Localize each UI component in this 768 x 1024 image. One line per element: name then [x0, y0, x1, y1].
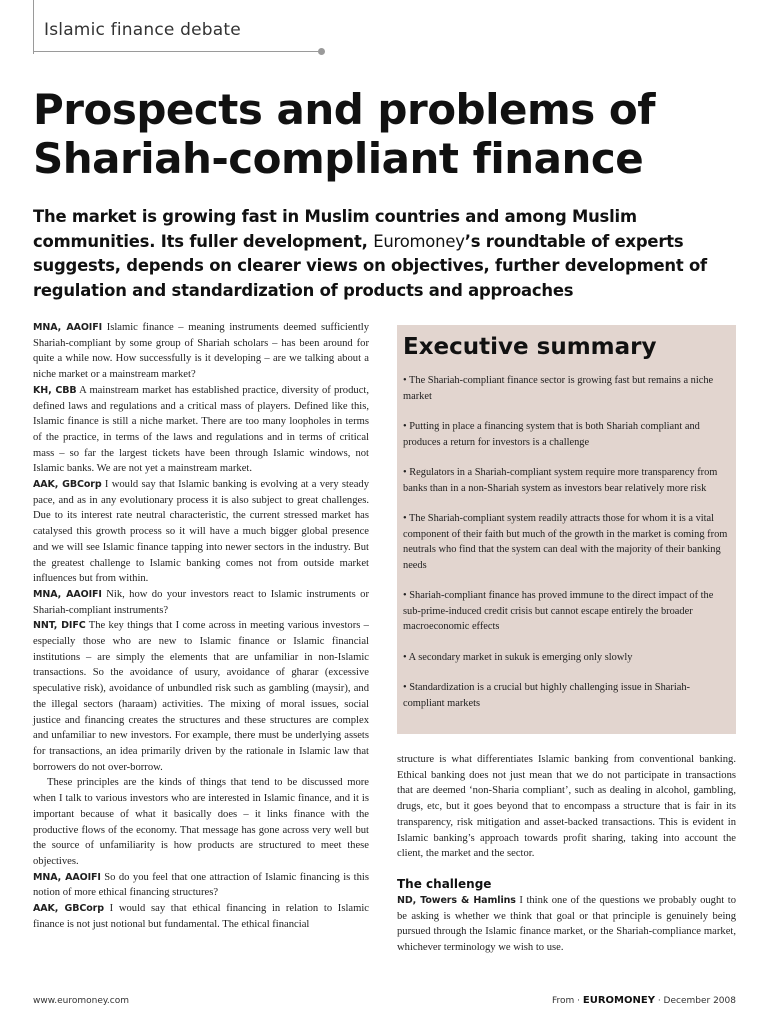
summary-item: • A secondary market in sukuk is emerging only slowly: [403, 651, 633, 663]
summary-item: • Standardization is a crucial but highly challenging issue in Shariah-compliant markets: [403, 682, 691, 709]
standfirst-after: ’s roundtable of experts suggests, depends on clearer views on objectives, further development of regulation and standardization of products and approaches: [33, 231, 707, 300]
paragraph: [33, 775, 369, 869]
speaker-label: MNA, AAOIFI: [33, 871, 101, 883]
executive-summary-box: [397, 325, 736, 734]
right-column: [397, 752, 736, 956]
paragraph: [33, 901, 369, 932]
footer-website: www.euromoney.com: [33, 996, 130, 1006]
paragraph-text: The key things that I come across in meeting various investors – especially those who are new to Islamic finance or Islamic financial institutions – are simply the elements that are unfamiliar in non-Islamic transactions. So the avoidance of usury, avoidance of gharar (excessive speculative risk), avoidance of unbundled risk such as gambling (maysir), and the illegal sectors (haraam) activities. The mixing of moral issues, social justice and financing creates the structures and these structures are complex and unfamiliar to new investors. For example, there must be underlying assets for transactions, an idea primarily driven by the rationale in Islamic law that borrowers do not over-borrow.: [33, 620, 369, 773]
summary-item: • Regulators in a Shariah-compliant system require more transparency from banks than in a non-Shariah system as investors bear relatively more risk: [403, 467, 718, 494]
headline: [33, 85, 743, 183]
section-rule-dot: [318, 48, 325, 55]
speaker-label: KH, CBB: [33, 384, 77, 396]
paragraph-text: These principles are the kinds of things that tend to be discussed more when I talk to various investors who are interested in Islamic finance, and it is important because of what it basically does – it links finance with the productive flows of the economy. That message has gone across very well but the source of unfamiliarity is how products are structured to meet these objectives.: [33, 777, 369, 867]
paragraph: [33, 477, 369, 587]
summary-item: • Putting in place a financing system that is both Shariah compliant and produces a return for investors is a challenge: [403, 421, 700, 448]
paragraph-text: I would say that ethical financing in relation to Islamic finance is not just notional but fundamental. The ethical financial: [33, 903, 369, 930]
paragraph-text: Islamic finance – meaning instruments deemed sufficiently Shariah-compliant by some group of Shariah scholars – has been around for quite a while now. How successfully is it developing – are we talking about a niche market or a mainstream market?: [33, 322, 369, 381]
paragraph: [397, 893, 736, 956]
paragraph: [33, 383, 369, 477]
speaker-label: MNA, AAOIFI: [33, 588, 102, 600]
headline-line-1: Prospects and problems of: [33, 85, 656, 134]
section-label: Islamic finance debate: [44, 20, 241, 40]
footer-date: · December 2008: [657, 996, 736, 1006]
paragraph-text: I think one of the questions we probably ought to be asking is whether we think that goal or that principle is genuinely being pursued through the Islamic finance market, or the Shariah-compliance market, whichever terminology we wish to use.: [397, 894, 736, 954]
standfirst: [33, 205, 753, 303]
paragraph: [33, 587, 369, 618]
subhead-the-challenge: The challenge: [397, 876, 492, 891]
paragraph: structure is what differentiates Islamic banking from conventional banking. Ethical banking does not just mean that we do not participate in transactions that are deemed ‘non-Sharia compliant’, such as dealing in alcohol, gambling, drugs, etc, but it goes beyond that to encompass a structure that is fair in its transparency, risk mitigation and asset-backed transactions. This is evident in Islamic banking’s approach towards profit sharing, taking into account the client, the market and the sector.: [397, 754, 736, 860]
footer-from: From ·: [552, 996, 581, 1006]
standfirst-brand: Euromoney: [373, 231, 465, 251]
footer-magazine: EUROMONEY: [582, 995, 655, 1006]
left-column: [33, 320, 369, 932]
paragraph: [33, 320, 369, 383]
paragraph: [33, 870, 369, 901]
paragraph-text: Nik, how do your investors react to Islamic instruments or Shariah-compliant instruments?: [33, 588, 369, 616]
summary-item: • The Shariah-compliant system readily attracts those for whom it is a vital component of their faith but much of the growth in the market is coming from neutrals who find that the system can deal with the majority of their banking needs: [403, 513, 728, 571]
section-rule-vertical: [33, 0, 34, 54]
paragraph-text: I would say that Islamic banking is evolving at a very steady pace, and as in any evolutionary process it is also subject to great challenges. Due to its interest rate neutral characteristic, the current stressed market has catalysed this growth process so it will have a much bigger global presence and we will see Islamic finance tapping into newer sectors in the industry. But the greatest challenge to Islamic banking comes not from outside market influences but from within.: [33, 479, 369, 585]
paragraph-text: So do you feel that one attraction of Islamic financing is this notion of more ethical financing structures?: [33, 871, 369, 899]
summary-item: • The Shariah-compliant finance sector is growing fast but remains a niche market: [403, 375, 714, 402]
headline-line-2: Shariah-compliant finance: [33, 134, 644, 183]
executive-summary-title: Executive summary: [403, 334, 657, 360]
footer-credit: [552, 995, 736, 1006]
section-rule-horizontal: [33, 51, 321, 52]
standfirst-before: The market is growing fast in Muslim countries and among Muslim communities. Its fuller development,: [33, 207, 637, 251]
speaker-label: ND, Towers & Hamlins: [397, 894, 516, 906]
summary-item: • Shariah-compliant finance has proved immune to the direct impact of the sub-prime-induced credit crisis but cannot escape entirely the broader macroeconomic effects: [403, 590, 714, 632]
paragraph-text: A mainstream market has established practice, diversity of product, defined laws and regulations and a critical mass of players. Defined like this, Islamic finance is still a niche market. There are too many loopholes in terms of the practice, in terms of the laws and regulations and in terms of critical mass – so far the largest tickets have been through Islamic windows, not Islamic banks. We are not yet a mainstream market.: [33, 384, 369, 475]
speaker-label: AAK, GBCorp: [33, 479, 102, 491]
speaker-label: MNA, AAOIFI: [33, 322, 103, 333]
speaker-label: NNT, DIFC: [33, 620, 86, 632]
paragraph: [33, 618, 369, 775]
speaker-label: AAK, GBCorp: [33, 903, 104, 915]
